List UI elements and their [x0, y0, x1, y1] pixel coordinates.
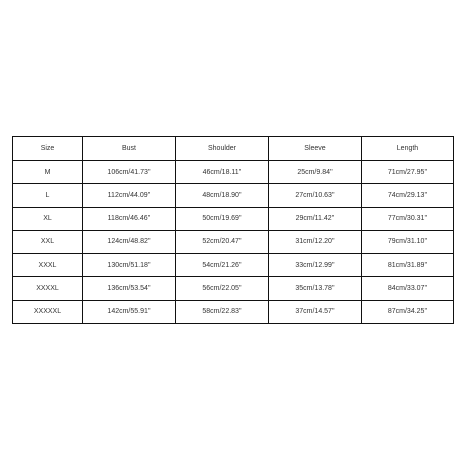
cell-shoulder: 52cm/20.47'' — [176, 231, 268, 253]
table-row — [13, 277, 453, 299]
cell-size: XL — [13, 208, 82, 230]
header-sleeve: Sleeve — [269, 137, 361, 160]
cell-size: XXXL — [13, 254, 82, 276]
cell-size: XXL — [13, 231, 82, 253]
cell-bust: 118cm/46.46'' — [83, 208, 175, 230]
cell-size: XXXXL — [13, 277, 82, 299]
table-row — [13, 161, 453, 183]
cell-shoulder: 54cm/21.26'' — [176, 254, 268, 276]
header-shoulder: Shoulder — [176, 137, 268, 160]
cell-shoulder: 56cm/22.05'' — [176, 277, 268, 299]
cell-bust: 106cm/41.73'' — [83, 161, 175, 183]
cell-length: 84cm/33.07'' — [362, 277, 453, 299]
cell-shoulder: 48cm/18.90'' — [176, 184, 268, 206]
cell-length: 74cm/29.13'' — [362, 184, 453, 206]
cell-length: 81cm/31.89'' — [362, 254, 453, 276]
cell-length: 79cm/31.10'' — [362, 231, 453, 253]
cell-size: M — [13, 161, 82, 183]
cell-bust: 124cm/48.82'' — [83, 231, 175, 253]
cell-shoulder: 58cm/22.83'' — [176, 301, 268, 323]
header-size: Size — [13, 137, 82, 160]
cell-sleeve: 35cm/13.78'' — [269, 277, 361, 299]
header-row — [13, 137, 453, 160]
cell-shoulder: 46cm/18.11'' — [176, 161, 268, 183]
cell-sleeve: 31cm/12.20'' — [269, 231, 361, 253]
table-row — [13, 184, 453, 206]
table-row — [13, 231, 453, 253]
cell-sleeve: 29cm/11.42'' — [269, 208, 361, 230]
cell-sleeve: 33cm/12.99'' — [269, 254, 361, 276]
table-row — [13, 254, 453, 276]
cell-bust: 136cm/53.54'' — [83, 277, 175, 299]
cell-sleeve: 27cm/10.63'' — [269, 184, 361, 206]
header-length: Length — [362, 137, 453, 160]
cell-shoulder: 50cm/19.69'' — [176, 208, 268, 230]
table-row — [13, 208, 453, 230]
cell-sleeve: 37cm/14.57'' — [269, 301, 361, 323]
cell-bust: 142cm/55.91'' — [83, 301, 175, 323]
header-bust: Bust — [83, 137, 175, 160]
cell-size: L — [13, 184, 82, 206]
cell-length: 87cm/34.25'' — [362, 301, 453, 323]
cell-bust: 130cm/51.18'' — [83, 254, 175, 276]
size-table — [12, 136, 454, 324]
cell-sleeve: 25cm/9.84'' — [269, 161, 361, 183]
table-row — [13, 301, 453, 323]
cell-bust: 112cm/44.09'' — [83, 184, 175, 206]
cell-length: 71cm/27.95'' — [362, 161, 453, 183]
cell-length: 77cm/30.31'' — [362, 208, 453, 230]
size-chart — [12, 136, 448, 324]
cell-size: XXXXXL — [13, 301, 82, 323]
